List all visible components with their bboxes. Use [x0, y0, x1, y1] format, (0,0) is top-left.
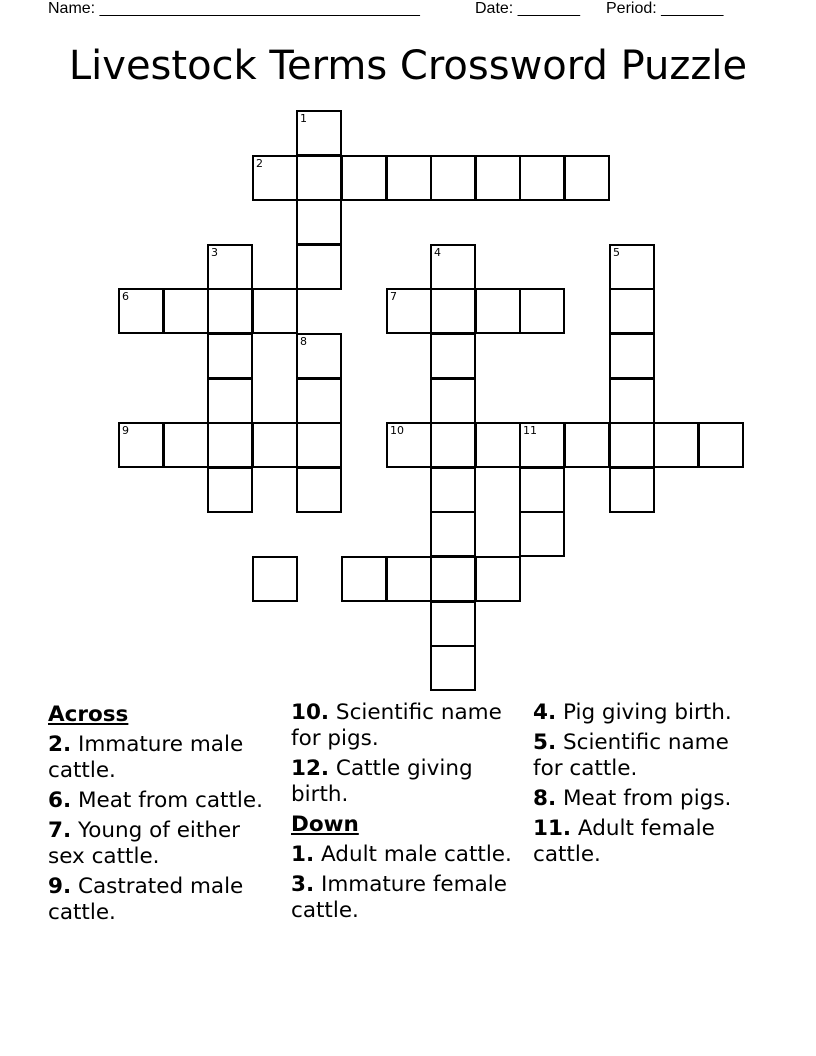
crossword-cell[interactable]	[653, 422, 699, 468]
cell-number: 2	[256, 157, 263, 170]
crossword-cell[interactable]	[430, 333, 476, 379]
crossword-cell[interactable]	[296, 244, 342, 290]
crossword-cell[interactable]	[430, 378, 476, 424]
date-field-label: Date: _______	[475, 0, 580, 17]
crossword-cell[interactable]	[207, 288, 253, 334]
crossword-cell[interactable]	[430, 244, 476, 290]
clue-text: Scientific name for cattle.	[533, 730, 729, 781]
clue-column-3	[533, 700, 763, 872]
clue-number: 9.	[48, 874, 72, 899]
clue-text: Pig giving birth.	[556, 700, 732, 725]
clue-across-2	[48, 732, 278, 784]
crossword-cell[interactable]	[296, 422, 342, 468]
cell-number: 11	[523, 424, 537, 437]
clue-down-4	[533, 700, 763, 726]
clue-across-10	[291, 700, 521, 752]
clue-down-1	[291, 842, 521, 868]
clue-number: 3.	[291, 872, 315, 897]
crossword-cell[interactable]	[252, 288, 298, 334]
cell-number: 3	[211, 246, 218, 259]
crossword-cell[interactable]	[430, 288, 476, 334]
clue-text: Adult female cattle.	[533, 816, 715, 867]
crossword-cell[interactable]	[296, 110, 342, 156]
crossword-cell[interactable]	[386, 288, 432, 334]
crossword-cell[interactable]	[430, 467, 476, 513]
clue-down-3	[291, 872, 521, 924]
clue-number: 12.	[291, 756, 330, 781]
clue-across-12	[291, 756, 521, 808]
crossword-cell[interactable]	[519, 155, 565, 201]
crossword-cell[interactable]	[118, 422, 164, 468]
clue-text: Immature female cattle.	[291, 872, 507, 923]
clue-number: 5.	[533, 730, 557, 755]
clue-down-8	[533, 786, 763, 812]
cell-number: 5	[613, 246, 620, 259]
cell-number: 4	[434, 246, 441, 259]
crossword-cell[interactable]	[386, 155, 432, 201]
crossword-cell[interactable]	[118, 288, 164, 334]
cell-number: 8	[300, 335, 307, 348]
clue-text: Castrated male cattle.	[48, 874, 244, 925]
crossword-cell[interactable]	[252, 556, 298, 602]
crossword-cell[interactable]	[207, 378, 253, 424]
crossword-cell[interactable]	[252, 155, 298, 201]
clue-text: Cattle giving birth.	[291, 756, 473, 807]
clue-text: Meat from pigs.	[556, 786, 732, 811]
crossword-cell[interactable]	[341, 556, 387, 602]
clue-number: 11.	[533, 816, 572, 841]
crossword-cell[interactable]	[564, 155, 610, 201]
crossword-cell[interactable]	[698, 422, 744, 468]
crossword-cell[interactable]	[519, 288, 565, 334]
crossword-cell[interactable]	[609, 244, 655, 290]
clue-number: 8.	[533, 786, 557, 811]
clue-across-9	[48, 874, 278, 926]
cell-number: 7	[390, 290, 397, 303]
clue-number: 4.	[533, 700, 557, 725]
crossword-cell[interactable]	[296, 155, 342, 201]
clue-number: 7.	[48, 818, 72, 843]
crossword-cell[interactable]	[252, 422, 298, 468]
period-field-label: Period: _______	[606, 0, 724, 17]
clue-number: 10.	[291, 700, 330, 725]
clue-text: Scientific name for pigs.	[291, 700, 502, 751]
clue-column-1	[48, 700, 278, 930]
crossword-cell[interactable]	[475, 155, 521, 201]
cell-number: 9	[122, 424, 129, 437]
clue-column-2	[291, 700, 521, 928]
crossword-cell[interactable]	[609, 467, 655, 513]
across-heading: Across	[48, 702, 129, 727]
clue-number: 1.	[291, 842, 315, 867]
crossword-cell[interactable]	[609, 288, 655, 334]
crossword-cell[interactable]	[341, 155, 387, 201]
cell-number: 6	[122, 290, 129, 303]
crossword-cell[interactable]	[519, 511, 565, 557]
crossword-cell[interactable]	[386, 422, 432, 468]
crossword-cell[interactable]	[163, 422, 209, 468]
crossword-cell[interactable]	[430, 155, 476, 201]
clue-down-5	[533, 730, 763, 782]
crossword-cell[interactable]	[430, 645, 476, 691]
cell-number: 1	[300, 112, 307, 125]
crossword-cell[interactable]	[475, 422, 521, 468]
crossword-cell[interactable]	[475, 288, 521, 334]
cell-number: 10	[390, 424, 404, 437]
crossword-cell[interactable]	[386, 556, 432, 602]
clue-number: 2.	[48, 732, 72, 757]
crossword-cell[interactable]	[609, 378, 655, 424]
crossword-cell[interactable]	[207, 244, 253, 290]
crossword-cell[interactable]	[430, 556, 476, 602]
crossword-cell[interactable]	[207, 333, 253, 379]
crossword-cell[interactable]	[475, 556, 521, 602]
clue-across-6	[48, 788, 278, 814]
clue-down-11	[533, 816, 763, 868]
clue-text: Immature male cattle.	[48, 732, 244, 783]
crossword-cell[interactable]	[163, 288, 209, 334]
crossword-cell[interactable]	[296, 467, 342, 513]
clue-text: Adult male cattle.	[314, 842, 512, 867]
crossword-cell[interactable]	[430, 601, 476, 647]
crossword-cell[interactable]	[207, 467, 253, 513]
crossword-cell[interactable]	[207, 422, 253, 468]
crossword-cell[interactable]	[296, 378, 342, 424]
clue-text: Meat from cattle.	[71, 788, 263, 813]
down-heading: Down	[291, 812, 359, 837]
clue-number: 6.	[48, 788, 72, 813]
crossword-cell[interactable]	[609, 333, 655, 379]
clue-across-7	[48, 818, 278, 870]
puzzle-title: Livestock Terms Crossword Puzzle	[68, 43, 748, 89]
crossword-cell[interactable]	[296, 199, 342, 245]
crossword-cell[interactable]	[564, 422, 610, 468]
clue-text: Young of either sex cattle.	[48, 818, 241, 869]
crossword-cell[interactable]	[519, 422, 565, 468]
name-field-label: Name: ____________________________________	[48, 0, 420, 17]
crossword-cell[interactable]	[430, 422, 476, 468]
crossword-cell[interactable]	[296, 333, 342, 379]
crossword-cell[interactable]	[430, 511, 476, 557]
crossword-cell[interactable]	[609, 422, 655, 468]
crossword-cell[interactable]	[519, 467, 565, 513]
